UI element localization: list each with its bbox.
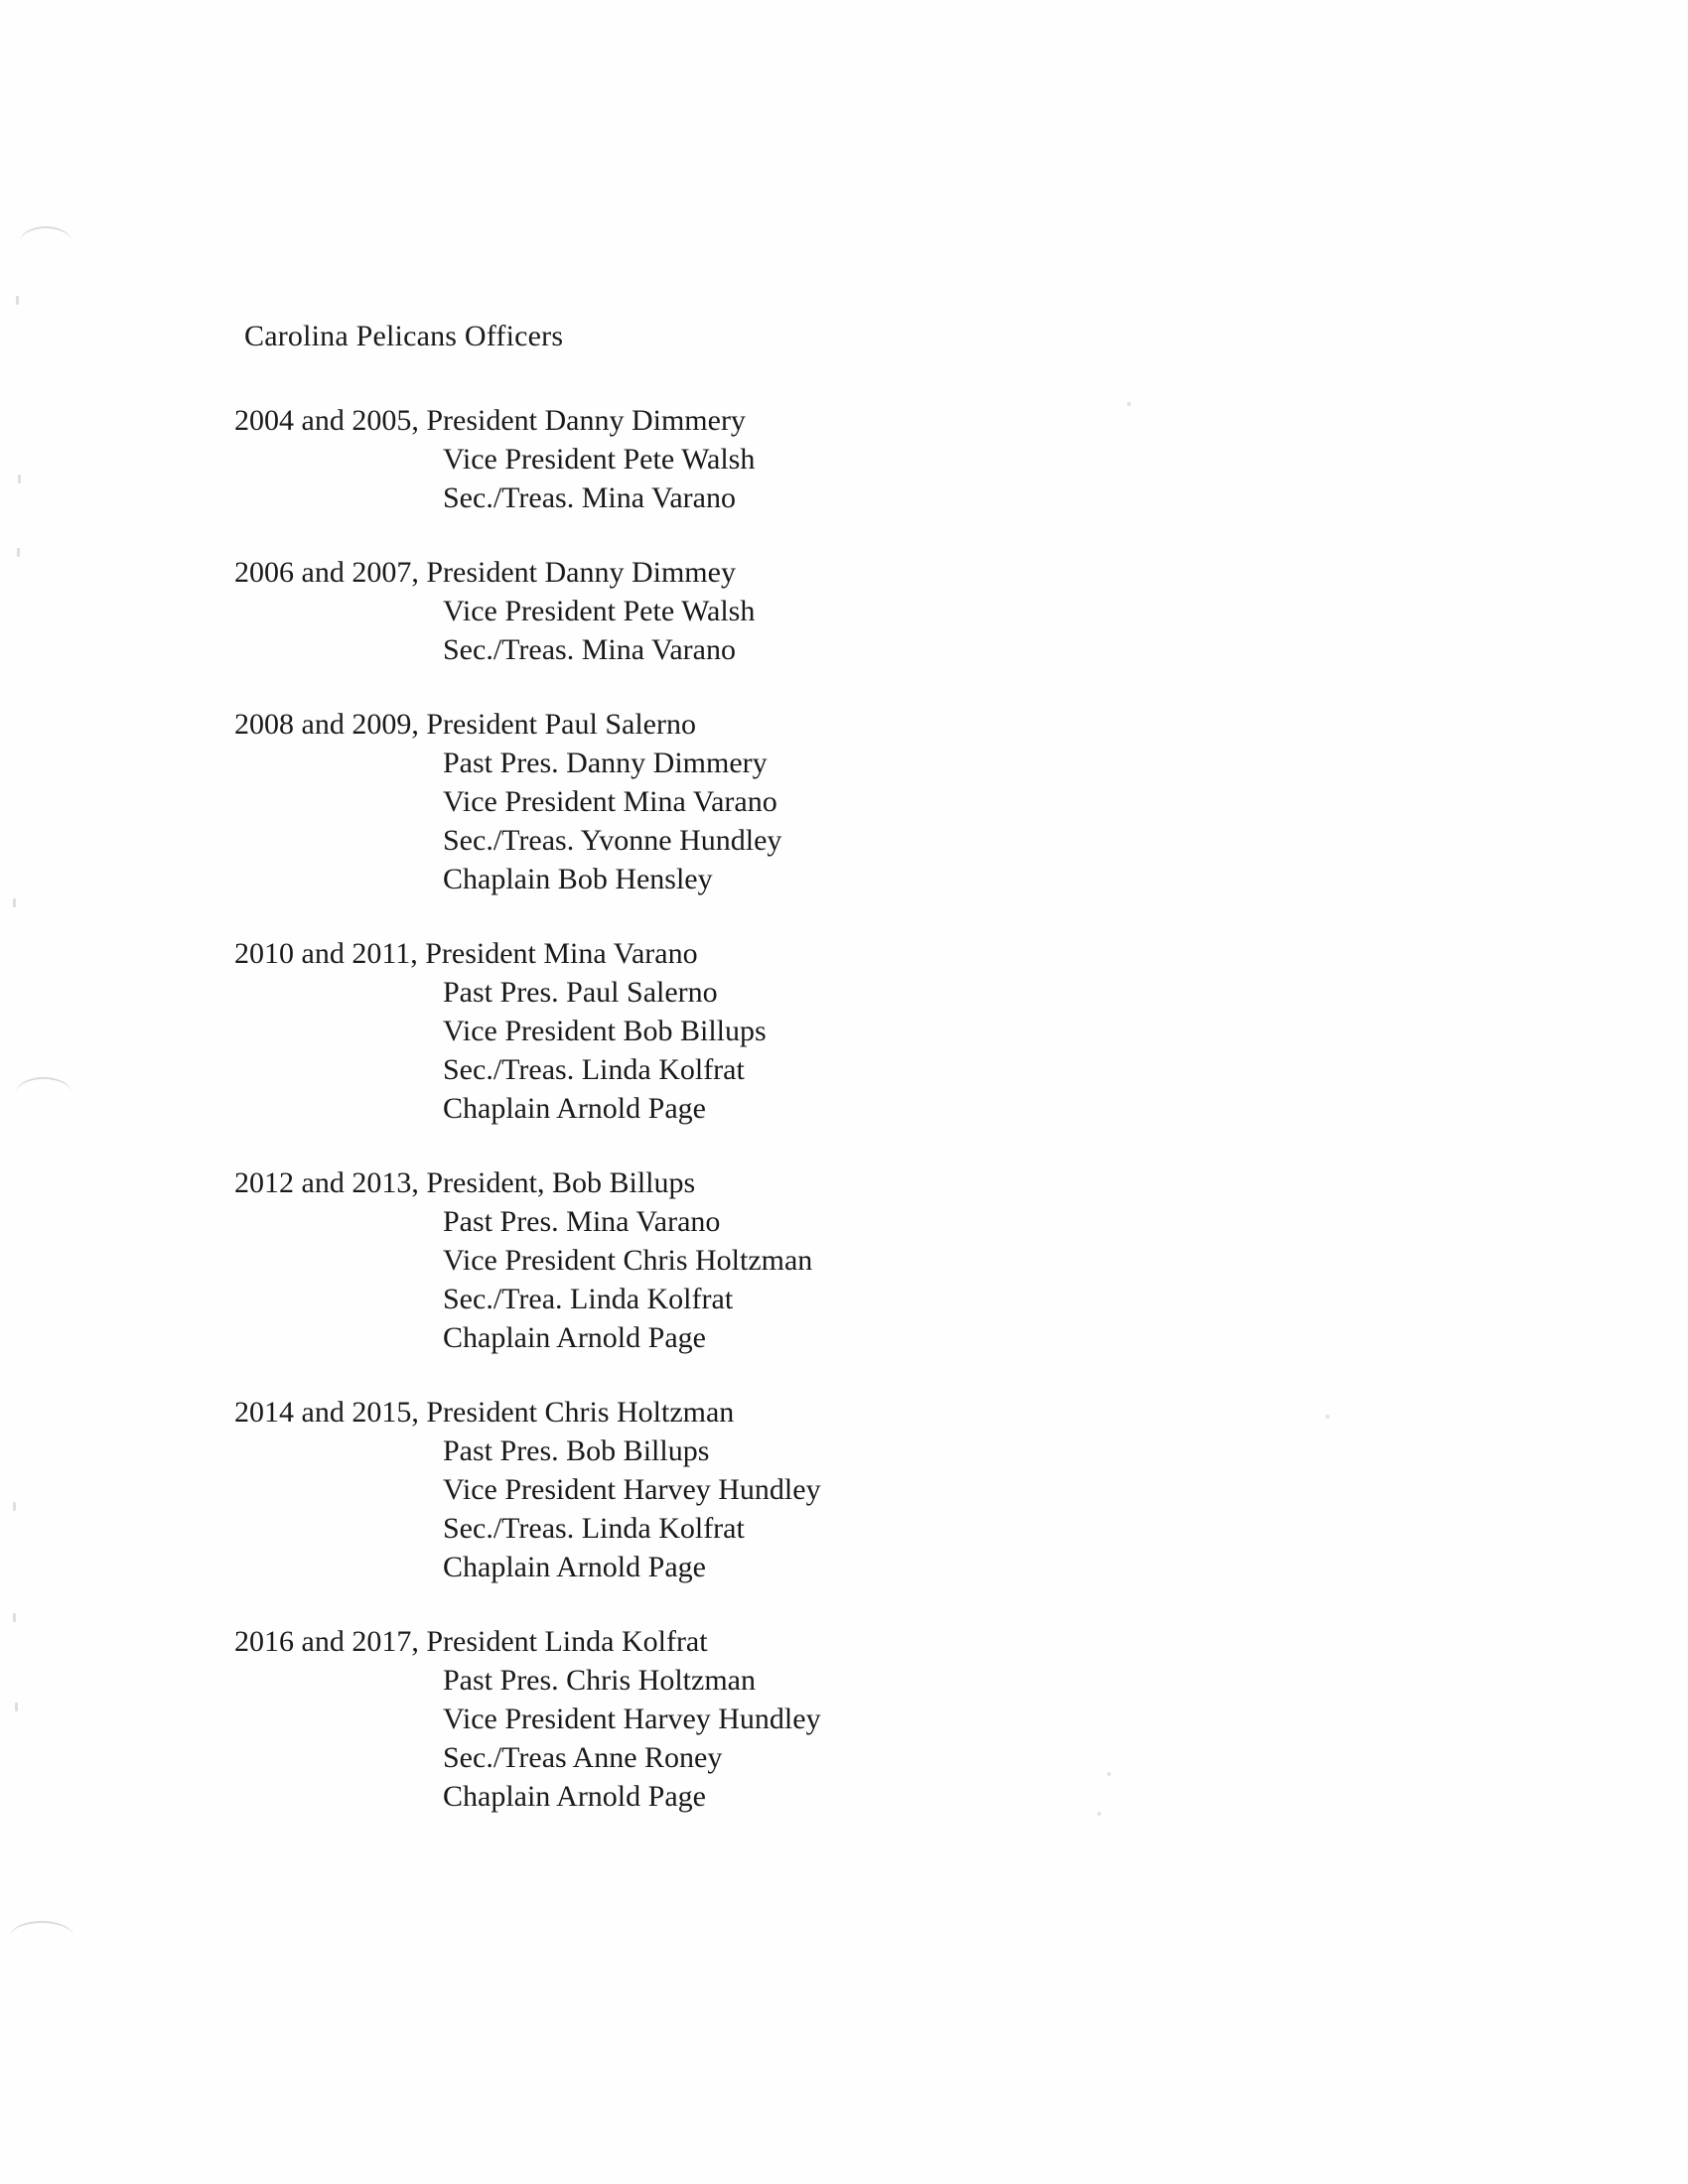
term-role-line: Vice President Pete Walsh [443,443,756,476]
term-role-line: Chaplain Arnold Page [443,1321,706,1354]
term-header-line [234,934,1327,973]
scan-artifact-fleck [17,548,20,557]
term-years: 2006 and 2007, [234,556,419,589]
term-header-line [234,1393,1327,1432]
term-president: President Danny Dimmery [426,404,746,437]
scan-artifact-fleck [18,475,21,483]
term-role-line: Past Pres. Chris Holtzman [443,1664,756,1697]
term-role-line: Vice President Harvey Hundley [443,1703,821,1735]
term-role-line: Past Pres. Bob Billups [443,1434,710,1467]
term-president: President Paul Salerno [426,708,696,741]
term-role-line: Sec./Treas. Mina Varano [443,633,736,666]
officer-term-block [234,1163,1327,1357]
term-header-line [234,553,1327,592]
term-years: 2008 and 2009, [234,708,419,741]
term-role-line: Sec./Treas. Yvonne Hundley [443,824,782,857]
officer-term-block [234,705,1327,898]
term-header-line [234,401,1327,440]
term-header-line [234,1622,1327,1661]
officer-term-block [234,1393,1327,1586]
term-role-line: Past Pres. Paul Salerno [443,976,718,1009]
term-president: President Chris Holtzman [426,1396,735,1429]
scan-artifact-arc [10,1921,73,1937]
term-header-line [234,1163,1327,1202]
officer-term-block [234,1622,1327,1816]
term-role-line: Past Pres. Mina Varano [443,1205,721,1238]
scan-artifact-fleck [16,296,19,305]
officer-term-block [234,553,1327,669]
scan-artifact-arc [20,226,71,242]
officer-term-block [234,934,1327,1128]
term-president: President Danny Dimmey [426,556,736,589]
scan-artifact-fleck [13,1613,16,1622]
term-role-line: Vice President Harvey Hundley [443,1473,821,1506]
term-role-line: Chaplain Arnold Page [443,1092,706,1125]
scan-artifact-fleck [13,898,16,907]
term-role-line: Chaplain Arnold Page [443,1780,706,1813]
scan-artifact-arc [16,1077,71,1093]
term-role-line: Vice President Bob Billups [443,1015,767,1047]
term-role-line: Sec./Treas. Linda Kolfrat [443,1053,745,1086]
term-president: President Mina Varano [425,937,698,970]
term-role-line: Vice President Chris Holtzman [443,1244,813,1277]
term-role-line: Sec./Trea. Linda Kolfrat [443,1283,734,1315]
scan-artifact-fleck [15,1703,18,1711]
term-role-line: Past Pres. Danny Dimmery [443,747,768,779]
term-role-line: Chaplain Arnold Page [443,1551,706,1583]
term-president: President, Bob Billups [426,1166,696,1199]
term-years: 2010 and 2011, [234,937,418,970]
term-header-line [234,705,1327,744]
term-years: 2016 and 2017, [234,1625,419,1658]
term-president: President Linda Kolfrat [426,1625,708,1658]
term-role-line: Chaplain Bob Hensley [443,863,713,895]
term-years: 2014 and 2015, [234,1396,419,1429]
document-body [234,318,1327,1851]
term-role-line: Sec./Treas Anne Roney [443,1741,723,1774]
term-years: 2012 and 2013, [234,1166,419,1199]
term-role-line: Sec./Treas. Mina Varano [443,481,736,514]
term-role-line: Sec./Treas. Linda Kolfrat [443,1512,745,1545]
term-role-line: Vice President Mina Varano [443,785,777,818]
scan-artifact-fleck [13,1502,16,1511]
term-role-line: Vice President Pete Walsh [443,595,756,627]
officer-term-block [234,401,1327,517]
term-years: 2004 and 2005, [234,404,419,437]
page-title: Carolina Pelicans Officers [244,320,564,352]
